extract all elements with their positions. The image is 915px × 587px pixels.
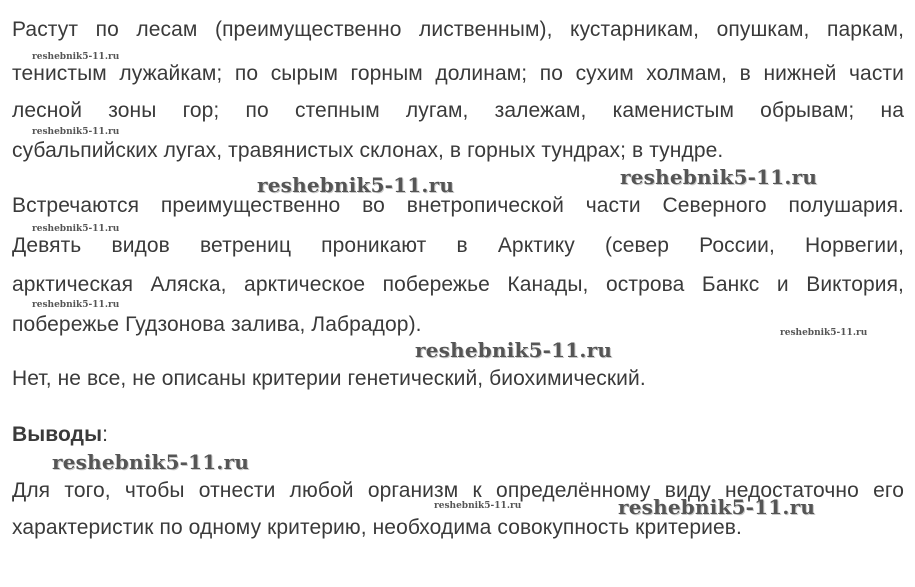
watermark-small: reshebnik5-11.ru: [32, 224, 120, 234]
paragraph1-line-2: тенистым лужайкам; по сырым горным долинам; по сухим холмам, в нижней части: [12, 62, 904, 85]
paragraph2-line-4: побережье Гудзонова залива, Лабрадор).: [12, 313, 422, 336]
paragraph1-line-1: Растут по лесам (преимущественно лиственным), кустарникам, опушкам, паркам,: [12, 18, 904, 41]
conclusions-line-2: характеристик по одному критерию, необходима совокупность критериев.: [12, 516, 742, 539]
watermark-small: reshebnik5-11.ru: [32, 300, 120, 310]
paragraph1-line-4: субальпийских лугах, травянистых склонах, в горных тундрах; в тундре.: [12, 139, 724, 162]
paragraph1-line-3: лесной зоны гор; по степным лугам, залежам, каменистым обрывам; на: [12, 99, 904, 122]
paragraph3-text: Нет, не все, не описаны критерии генетический, биохимический.: [12, 367, 646, 390]
conclusions-line-1: Для того, чтобы отнести любой организм к определённому виду недостаточно его: [12, 479, 904, 502]
watermark-small: reshebnik5-11.ru: [434, 501, 522, 511]
watermark-small: reshebnik5-11.ru: [32, 52, 120, 62]
watermark-small: reshebnik5-11.ru: [780, 328, 868, 338]
watermark-large: reshebnik5-11.ru: [52, 450, 250, 474]
paragraph2-line-2: Девять видов ветрениц проникают в Арктику (север России, Норвегии,: [12, 234, 904, 257]
conclusions-heading: Выводы: [12, 423, 103, 446]
paragraph2-line-1: Встречаются преимущественно во внетропической части Северного полушария.: [12, 194, 904, 217]
paragraph2-line-3: арктическая Аляска, арктическое побережье Канады, острова Банкс и Виктория,: [12, 273, 904, 296]
watermark-large: reshebnik5-11.ru: [415, 338, 613, 362]
watermark-small: reshebnik5-11.ru: [32, 127, 120, 137]
conclusions-heading-colon: :: [102, 423, 109, 446]
conclusions-heading-line: [12, 422, 904, 448]
watermark-large: reshebnik5-11.ru: [257, 173, 455, 197]
watermark-large: reshebnik5-11.ru: [618, 495, 816, 519]
watermark-large: reshebnik5-11.ru: [620, 165, 818, 189]
